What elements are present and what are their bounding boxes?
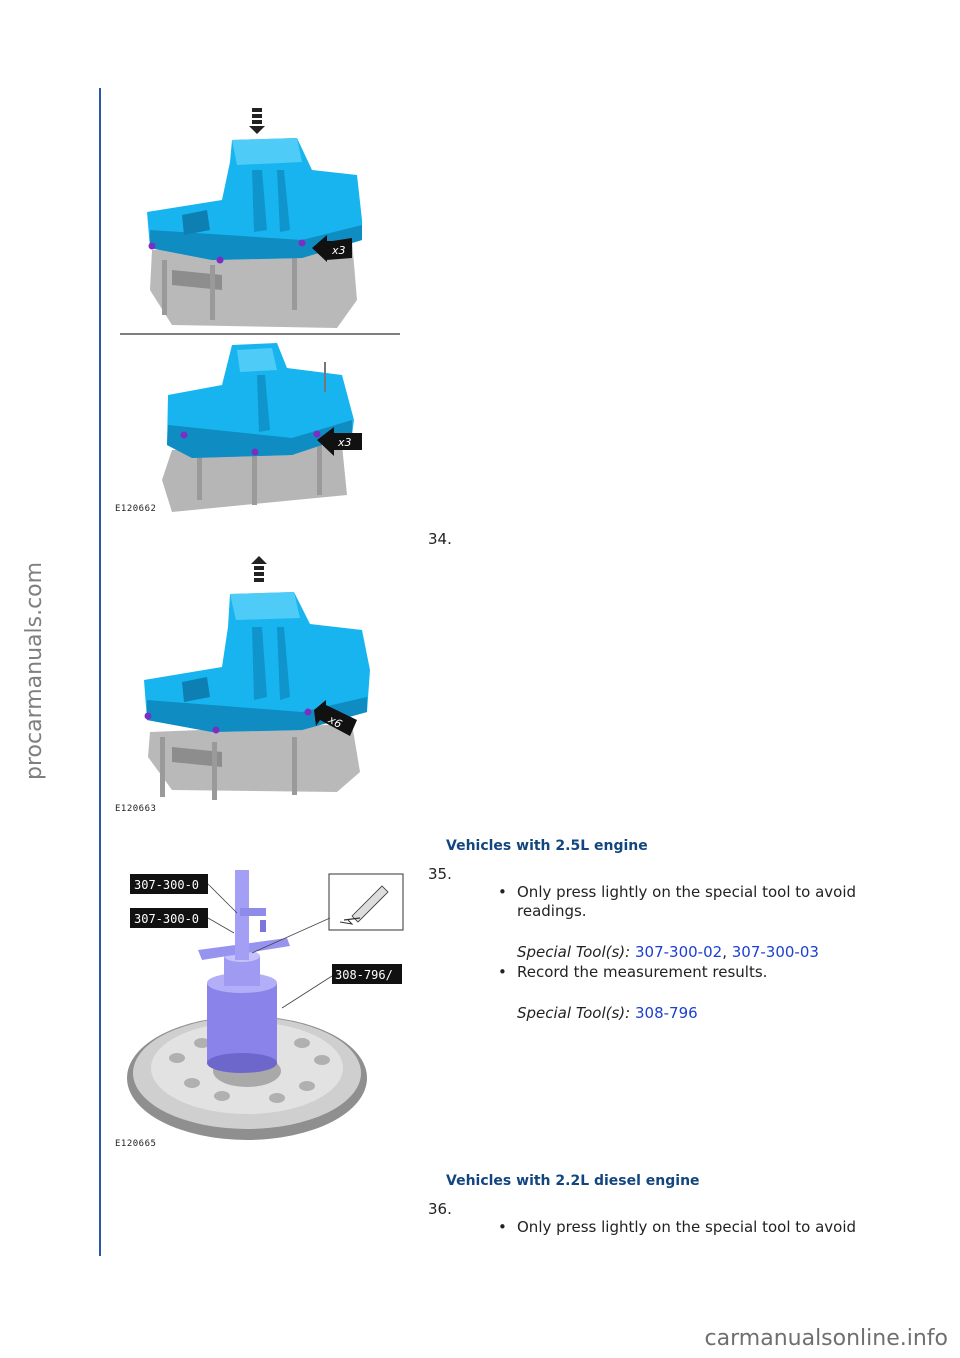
bullet-dot: • — [498, 1218, 507, 1236]
callout-x3-b: x3 — [338, 436, 352, 449]
figure-label: E120665 — [115, 1139, 157, 1149]
figure-e120663-illustration — [112, 552, 407, 820]
callout-tool-2: 307-300-0 — [134, 912, 200, 926]
step-number-35: 35. — [428, 865, 452, 883]
special-tool-link-308-796[interactable]: 308-796 — [635, 1004, 698, 1022]
step35-bullet-1 — [498, 883, 878, 923]
figure-e120665 — [112, 868, 407, 1153]
callout-tool-3: 308-796/ — [335, 968, 393, 982]
figure-e120663 — [112, 552, 407, 820]
bullet-text: Record the measurement results. — [517, 963, 768, 981]
section-heading-2-2l-diesel: Vehicles with 2.2L diesel engine — [446, 1173, 700, 1189]
callout-x6: x6 — [326, 713, 345, 731]
callout-x3-a: x3 — [332, 244, 346, 257]
watermark-left-text: procarmanuals.com — [22, 561, 47, 780]
step36-bullet-1 — [498, 1218, 878, 1238]
figure-e120662 — [112, 100, 407, 520]
case-bottom-view — [162, 343, 362, 512]
watermark-left — [20, 560, 46, 780]
step-number-34: 34. — [428, 530, 452, 548]
special-tool-link-307-300-02[interactable]: 307-300-02 — [635, 943, 723, 961]
callout-tool-1: 307-300-0 — [134, 878, 200, 892]
special-tool-link-307-300-03[interactable]: 307-300-03 — [731, 943, 819, 961]
bullet-text: Only press lightly on the special tool to avoid readings. — [517, 883, 857, 920]
step35-special-tools-2 — [517, 1004, 698, 1022]
special-tools-label: Special Tool(s): — [517, 943, 631, 961]
bullet-dot: • — [498, 883, 507, 901]
section-heading-2-5l: Vehicles with 2.5L engine — [446, 838, 648, 854]
figure-label: E120662 — [115, 504, 157, 514]
bullet-text: Only press lightly on the special tool to avoid — [517, 1218, 857, 1236]
tool-separator: , — [722, 943, 727, 961]
bullet-dot: • — [498, 963, 507, 981]
step35-special-tools-1 — [517, 943, 819, 961]
case-top-view — [147, 108, 362, 328]
figure-e120662-illustration — [112, 100, 407, 520]
watermark-bottom: carmanualsonline.info — [704, 1326, 948, 1351]
step-number-36: 36. — [428, 1200, 452, 1218]
step35-bullet-2 — [498, 963, 878, 983]
special-tools-label: Special Tool(s): — [517, 1004, 631, 1022]
figure-label: E120663 — [115, 804, 157, 814]
figure-e120665-illustration — [112, 868, 407, 1153]
margin-rule — [99, 88, 101, 1256]
